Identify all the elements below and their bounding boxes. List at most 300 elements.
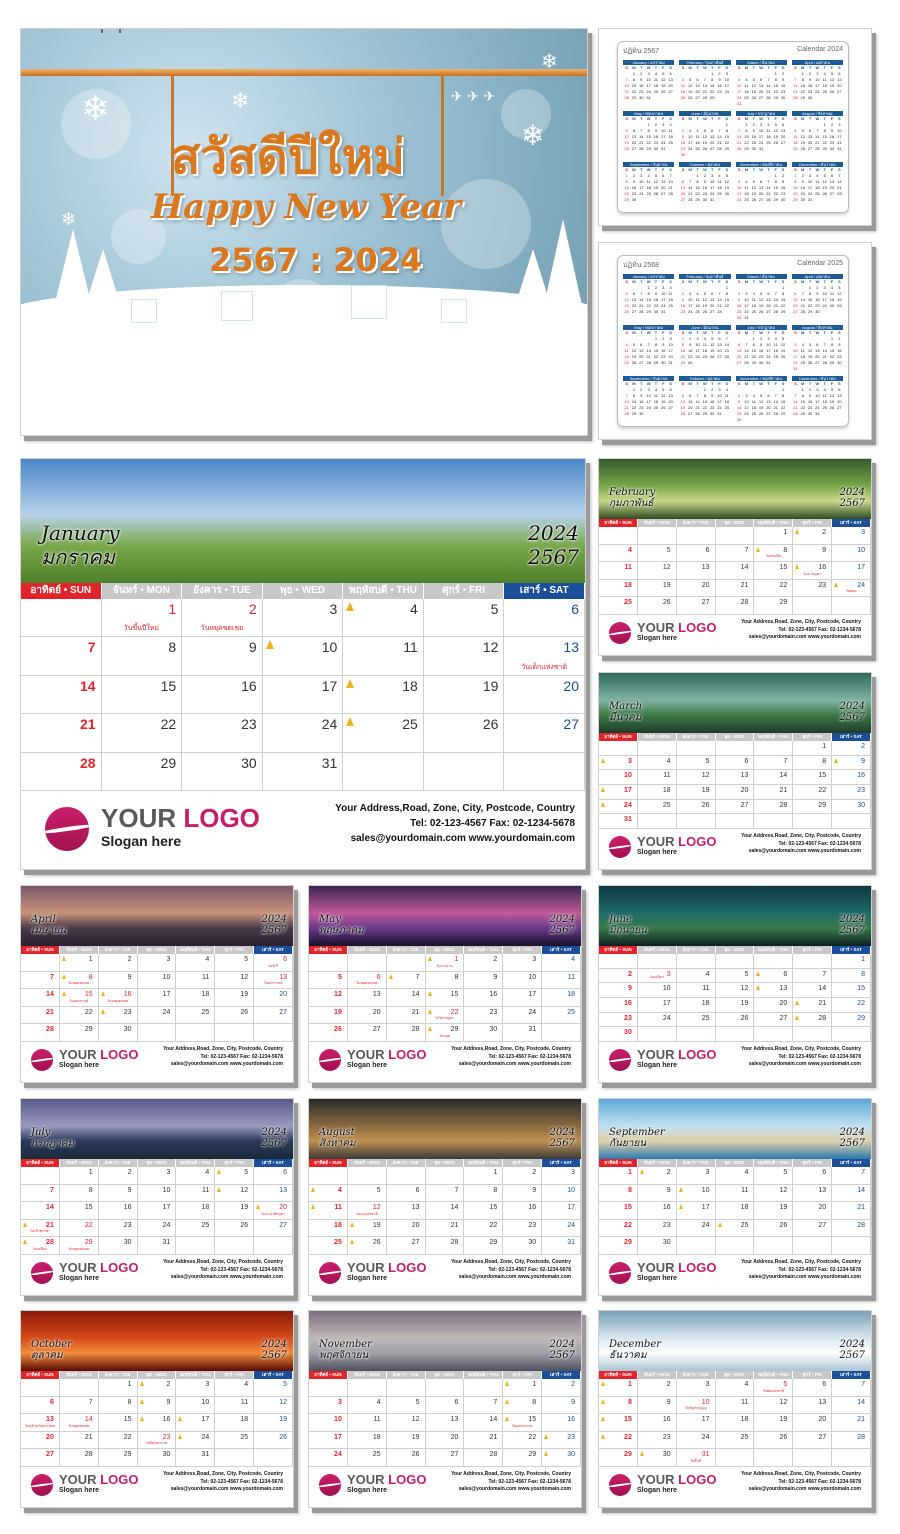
email-web-line: sales@yourdomain.com www.yourdomain.com — [748, 1061, 861, 1067]
mini-month-days — [792, 116, 843, 152]
mini-month-title: June / มิถุนายน — [679, 325, 730, 330]
mini-weekday: F — [774, 381, 777, 386]
buddhist-holy-day-icon — [266, 640, 274, 649]
mini-day: 1 — [696, 173, 699, 178]
day-cell — [254, 1379, 293, 1397]
logo-text — [59, 1472, 138, 1487]
mini-weekday: T — [823, 116, 826, 121]
mini-day: 7 — [718, 128, 721, 133]
mini-day: 12 — [751, 83, 757, 88]
weekday-header — [599, 519, 871, 527]
holiday-note: วันอาสาฬหบูชา — [261, 1211, 285, 1216]
month-card-june — [598, 885, 872, 1083]
day-cell — [309, 1414, 348, 1432]
mini-day: 20 — [837, 399, 842, 404]
logo-logo: LOGO — [100, 1047, 139, 1062]
hanging-rod — [21, 69, 588, 76]
weekday-wed: พุธ • WED — [716, 1159, 755, 1167]
month-year — [528, 521, 579, 569]
mini-day: 22 — [773, 191, 778, 196]
logo-icon — [319, 1262, 341, 1284]
mini-day: 14 — [668, 179, 673, 184]
mini-day: 31 — [736, 101, 742, 106]
mini-day: 25 — [751, 309, 757, 314]
day-cell — [176, 972, 215, 990]
mini-day: 25 — [724, 405, 730, 410]
weekday-tue: อังคาร • TUE — [677, 519, 716, 527]
month-footer — [21, 789, 585, 869]
mini-day: 26 — [661, 405, 666, 410]
mini-day: 7 — [745, 342, 748, 347]
mini-day: 9 — [718, 77, 721, 82]
mini-day: 24 — [807, 191, 813, 196]
day-number: 1 — [861, 956, 865, 963]
mini-month-title: May / พฤษภาคม — [623, 325, 674, 330]
day-cell — [599, 1013, 638, 1028]
year-label-thai: ปฏิทิน 2568 — [623, 262, 660, 269]
mini-day: 10 — [709, 179, 715, 184]
mini-day: 11 — [815, 179, 820, 184]
weekday-thu: พฤหัสบดี • THU — [754, 519, 793, 527]
weekday-thu: พฤหัสบดี • THU — [176, 1371, 215, 1379]
mini-day: 31 — [815, 411, 820, 416]
mini-day: 21 — [793, 405, 798, 410]
day-cell — [464, 989, 503, 1007]
mini-day: 24 — [717, 405, 722, 410]
weekday-sun: อาทิตย์ • SUN — [599, 1159, 638, 1167]
mini-weekday: S — [737, 330, 741, 335]
buddhist-holy-day-icon — [350, 1239, 354, 1244]
day-cell — [309, 1397, 348, 1415]
day-number: 7 — [493, 1398, 498, 1406]
mini-day: 6 — [632, 291, 636, 296]
mini-day: 28 — [668, 191, 673, 196]
mini-day: 25 — [668, 303, 673, 308]
address-line: Your Address,Road, Zone, City, Postcode, Country — [451, 1259, 571, 1265]
mini-day: 23 — [702, 191, 708, 196]
mini-day: 20 — [736, 354, 742, 359]
mini-day: 21 — [624, 89, 629, 94]
month-footer — [599, 827, 871, 869]
mini-day: 12 — [702, 134, 708, 139]
day-cell — [677, 1379, 716, 1397]
month-name-thai: พฤศจิกายน — [319, 1350, 369, 1361]
mini-day: 22 — [709, 89, 715, 94]
day-number: 19 — [779, 1416, 788, 1424]
mini-month-days — [736, 381, 787, 423]
day-cell — [716, 800, 755, 815]
day-number: 11 — [334, 1204, 342, 1212]
mini-day: 21 — [639, 303, 644, 308]
mini-day: 31 — [717, 411, 722, 416]
mini-month — [623, 60, 674, 107]
month-year — [262, 1127, 287, 1149]
email-web-line: sales@yourdomain.com www.yourdomain.com — [748, 1486, 861, 1492]
day-number: 15 — [624, 1416, 632, 1424]
day-number: 27 — [818, 1433, 827, 1441]
mini-weekday: T — [710, 381, 714, 386]
mini-day: 23 — [780, 89, 786, 94]
mini-day: 16 — [758, 348, 764, 353]
logo-your: YOUR — [59, 1260, 101, 1275]
mini-day: 17 — [736, 89, 742, 94]
empty-cell — [309, 954, 348, 972]
mini-day: 2 — [801, 173, 804, 178]
day-cell — [542, 972, 581, 990]
month-footer — [599, 613, 871, 655]
mini-weekday: S — [737, 116, 741, 121]
mini-day: 20 — [758, 191, 764, 196]
mini-day: 27 — [793, 309, 798, 314]
mini-day: 13 — [780, 128, 786, 133]
mini-day: 10 — [736, 83, 742, 88]
buddhist-holy-day-icon — [311, 1204, 315, 1209]
buddhist-holy-day-icon — [544, 1434, 548, 1439]
logo-text — [59, 1260, 138, 1275]
day-cell — [542, 1432, 581, 1450]
weekday-sun: อาทิตย์ • SUN — [21, 1159, 60, 1167]
day-number: 6 — [376, 973, 381, 981]
mini-day: 23 — [653, 140, 659, 145]
mini-day: 19 — [837, 297, 842, 302]
mini-day: 2 — [654, 285, 658, 290]
mini-day: 16 — [639, 83, 644, 88]
day-number: 26 — [240, 1221, 249, 1229]
empty-cell — [716, 954, 755, 969]
mini-day: 8 — [711, 77, 714, 82]
binding-ring — [101, 28, 121, 33]
weekday-header — [21, 1159, 293, 1167]
day-cell — [716, 562, 755, 580]
mini-weekday: S — [838, 330, 841, 335]
weekday-sun: อาทิตย์ • SUN — [599, 946, 638, 954]
mini-weekday: M — [744, 65, 749, 70]
mini-day: 9 — [781, 77, 785, 82]
mini-weekday: S — [725, 279, 729, 284]
buddhist-holy-day-icon — [834, 758, 838, 763]
mini-weekday: M — [801, 279, 805, 284]
logo-logo: LOGO — [183, 803, 260, 833]
mini-weekday: T — [823, 381, 826, 386]
mini-day: 18 — [724, 399, 730, 404]
mini-day: 23 — [815, 303, 820, 308]
email-web-line: sales@yourdomain.com www.yourdomain.com — [170, 1486, 283, 1492]
day-number: 5 — [244, 1169, 249, 1176]
mini-weekday: S — [794, 167, 797, 172]
mini-weekday: T — [696, 167, 699, 172]
day-number: 27 — [779, 1014, 788, 1022]
mini-month — [792, 111, 843, 158]
mini-day: 2 — [654, 122, 658, 127]
mini-day: 8 — [823, 128, 826, 133]
mini-weekday: T — [752, 381, 756, 386]
mini-day: 3 — [808, 173, 812, 178]
mini-day: 27 — [688, 411, 693, 416]
day-cell — [215, 1414, 254, 1432]
buddhist-holy-day-icon — [101, 991, 105, 996]
day-cell — [793, 1202, 832, 1220]
day-number: 10 — [701, 1398, 710, 1406]
day-number: 2 — [571, 1381, 575, 1388]
month-name-english: October — [31, 1339, 72, 1350]
day-cell — [503, 1414, 542, 1432]
day-cell — [754, 1432, 793, 1450]
month-name — [31, 1339, 72, 1361]
day-number: 14 — [489, 1416, 498, 1424]
year-be: 2567 — [261, 925, 287, 936]
day-number: 18 — [740, 1204, 749, 1212]
mini-day: 18 — [744, 89, 749, 94]
mini-weekday: F — [718, 167, 721, 172]
mini-day: 25 — [695, 309, 700, 314]
mini-day: 8 — [681, 342, 685, 347]
mini-month-title: August / สิงหาคม — [792, 111, 843, 116]
mini-day: 14 — [793, 83, 798, 88]
logo-logo: LOGO — [678, 620, 717, 635]
holiday-note: วันคล้ายวันสวรรคต — [25, 1423, 55, 1428]
mini-weekday: F — [662, 116, 665, 121]
mini-day: 18 — [751, 303, 757, 308]
mini-month — [736, 60, 787, 107]
mini-day: 16 — [653, 297, 659, 302]
mini-day: 17 — [661, 297, 666, 302]
buddhist-holy-day-icon — [679, 1187, 683, 1192]
day-number: 4 — [337, 1186, 342, 1194]
mini-day: 2 — [681, 128, 685, 133]
day-number: 1 — [627, 1381, 632, 1388]
day-number: 24 — [701, 1433, 710, 1441]
day-number: 3 — [337, 1398, 342, 1406]
mini-day: 26 — [624, 309, 629, 314]
mini-weekday: W — [646, 381, 651, 386]
day-cell — [677, 1167, 716, 1185]
day-cell — [599, 1414, 638, 1432]
day-cell — [426, 1202, 465, 1220]
mini-day: 7 — [774, 393, 777, 398]
mini-day: 10 — [717, 393, 722, 398]
day-cell — [176, 1202, 215, 1220]
mini-day: 18 — [717, 185, 722, 190]
mini-day: 4 — [654, 71, 658, 76]
mini-weekday: F — [830, 65, 834, 70]
mini-day: 17 — [744, 303, 749, 308]
logo-icon — [31, 1049, 53, 1071]
day-number: 9 — [571, 1398, 575, 1406]
day-number: 16 — [162, 1416, 171, 1424]
mini-day: 22 — [695, 191, 700, 196]
address-line: Your Address,Road, Zone, City, Postcode, Country — [163, 1259, 283, 1265]
phone-line: Tel: 02-123-4567 Fax: 02-1234-5678 — [488, 1053, 571, 1060]
day-cell — [754, 1397, 793, 1415]
mini-day: 23 — [807, 405, 813, 410]
mini-day: 22 — [800, 89, 805, 94]
day-number: 12 — [662, 564, 671, 572]
slogan-text: Slogan here — [59, 1275, 100, 1282]
month-footer — [309, 1465, 581, 1507]
day-number: 15 — [779, 564, 788, 572]
slogan-text: Slogan here — [637, 849, 678, 856]
mini-month-days — [792, 65, 843, 101]
day-cell — [182, 676, 263, 714]
day-cell — [677, 1414, 716, 1432]
email-web-line: sales@yourdomain.com www.yourdomain.com — [170, 1061, 283, 1067]
day-cell — [348, 1414, 387, 1432]
mini-day: 11 — [668, 128, 673, 133]
day-cell — [348, 1185, 387, 1203]
day-cell — [793, 545, 832, 563]
mini-day: 5 — [823, 173, 826, 178]
day-cell — [343, 714, 424, 752]
day-cell — [716, 770, 755, 785]
mini-weekday: S — [737, 167, 741, 172]
day-number: 2 — [627, 970, 632, 978]
day-number: 24 — [162, 1008, 171, 1016]
mini-day: 9 — [640, 393, 643, 398]
day-number: 1 — [493, 1169, 498, 1176]
mini-day: 17 — [758, 134, 764, 139]
mini-day: 5 — [711, 336, 714, 341]
year-calendar — [617, 41, 849, 213]
mini-day: 16 — [780, 83, 786, 88]
mini-weekday: T — [808, 65, 812, 70]
mini-day: 22 — [822, 140, 827, 145]
mini-day: 7 — [823, 342, 826, 347]
day-number: 7 — [49, 1186, 54, 1194]
day-cell — [542, 954, 581, 972]
day-number: 7 — [783, 757, 788, 765]
mini-weekday: W — [646, 116, 651, 121]
year-ad: 2024 — [839, 1127, 865, 1138]
day-cell — [716, 998, 755, 1013]
day-number: 15 — [528, 1416, 537, 1424]
mini-day: 25 — [800, 360, 805, 365]
day-number: 25 — [701, 1014, 710, 1022]
mini-day: 21 — [668, 185, 673, 190]
mini-day: 16 — [680, 140, 686, 145]
holiday-note: วันวิสาขบูชา — [434, 1016, 455, 1021]
slogan-text: Slogan here — [347, 1275, 388, 1282]
day-number: 25 — [240, 1433, 249, 1441]
mini-weekday: F — [830, 279, 834, 284]
day-cell — [343, 676, 424, 714]
day-number: 22 — [489, 1221, 498, 1229]
day-number: 5 — [283, 1381, 287, 1388]
month-footer — [599, 1040, 871, 1082]
empty-cell — [387, 954, 426, 972]
day-cell — [599, 1185, 638, 1203]
weekday-thu: พฤหัสบดี • THU — [176, 946, 215, 954]
mini-day: 2 — [689, 336, 692, 341]
day-cell — [638, 545, 677, 563]
mini-day: 26 — [773, 140, 778, 145]
buddhist-holy-day-icon — [640, 1169, 644, 1174]
mini-day: 16 — [736, 303, 742, 308]
day-cell — [503, 972, 542, 990]
day-number: 8 — [454, 973, 459, 981]
day-number: 10 — [624, 772, 632, 780]
day-number: 12 — [334, 991, 342, 999]
mini-day: 28 — [717, 146, 722, 151]
day-grid — [599, 1167, 871, 1255]
day-number: 31 — [701, 1451, 710, 1459]
mini-weekday: W — [702, 330, 707, 335]
mini-day: 18 — [822, 83, 827, 88]
day-cell — [138, 954, 177, 972]
day-number: 5 — [705, 757, 710, 765]
phone-line: Tel: 02-123-4567 Fax: 02-1234-5678 — [778, 1478, 861, 1485]
mini-day: 2 — [838, 336, 841, 341]
holiday-note: วันหยุด — [845, 589, 857, 594]
mini-weekday: S — [737, 279, 741, 284]
mini-day: 1 — [725, 285, 728, 290]
buddhist-holy-day-icon — [601, 1399, 605, 1404]
weekday-mon: จันทร์ • MON — [638, 946, 677, 954]
mini-day: 7 — [669, 173, 672, 178]
buddhist-holy-day-icon — [601, 758, 605, 763]
month-name-thai: กันยายน — [609, 1138, 647, 1149]
buddhist-holy-day-icon — [428, 956, 432, 961]
mini-weekday: S — [794, 381, 797, 386]
mini-day: 2 — [830, 122, 834, 127]
mini-weekday: W — [646, 65, 651, 70]
empty-cell — [21, 954, 60, 972]
mini-day: 15 — [646, 134, 651, 139]
day-cell — [754, 1202, 793, 1220]
day-number: 28 — [46, 1026, 54, 1034]
day-cell — [832, 1185, 871, 1203]
mini-day: 7 — [689, 179, 692, 184]
day-cell — [716, 969, 755, 984]
day-grid — [309, 1167, 581, 1255]
mini-month-days — [679, 279, 730, 315]
day-number: 19 — [411, 1433, 420, 1441]
day-number: 3 — [705, 1381, 710, 1388]
day-number: 12 — [372, 1204, 381, 1212]
buddhist-holy-day-icon — [756, 971, 760, 976]
mini-day: 18 — [646, 185, 651, 190]
mini-day: 23 — [800, 191, 805, 196]
address-line: Your Address,Road, Zone, City, Postcode, Country — [741, 833, 861, 839]
day-cell — [215, 1397, 254, 1415]
mini-day: 14 — [624, 83, 629, 88]
day-cell — [99, 1432, 138, 1450]
contact-address — [741, 1471, 861, 1494]
mini-month-title: January / มกราคม — [623, 60, 674, 65]
month-name-thai: กรกฎาคม — [31, 1138, 75, 1149]
mini-day: 14 — [639, 297, 644, 302]
phone-line: Tel: 02-123-4567 Fax: 02-1234-5678 — [200, 1053, 283, 1060]
weekday-wed: พุธ • WED — [138, 1159, 177, 1167]
day-cell — [542, 1220, 581, 1238]
email-web-line: sales@yourdomain.com www.yourdomain.com — [748, 848, 861, 854]
mini-day: 23 — [780, 191, 786, 196]
mini-day: 30 — [815, 309, 820, 314]
mini-day: 20 — [631, 303, 637, 308]
mini-day: 29 — [724, 146, 730, 151]
day-number: 16 — [489, 991, 498, 999]
day-cell — [677, 1185, 716, 1203]
mini-day: 27 — [807, 146, 813, 151]
weekday-sat: เสาร์ • SAT — [832, 1371, 871, 1379]
weekday-fri: ศุกร์ • FRI — [424, 583, 505, 599]
day-grid — [21, 1167, 293, 1255]
day-cell — [102, 753, 183, 791]
mini-day: 7 — [625, 77, 628, 82]
day-number: 6 — [783, 970, 788, 978]
year-ad: 2024 — [839, 914, 865, 925]
mini-day: 11 — [668, 291, 673, 296]
day-number: 30 — [857, 801, 865, 809]
